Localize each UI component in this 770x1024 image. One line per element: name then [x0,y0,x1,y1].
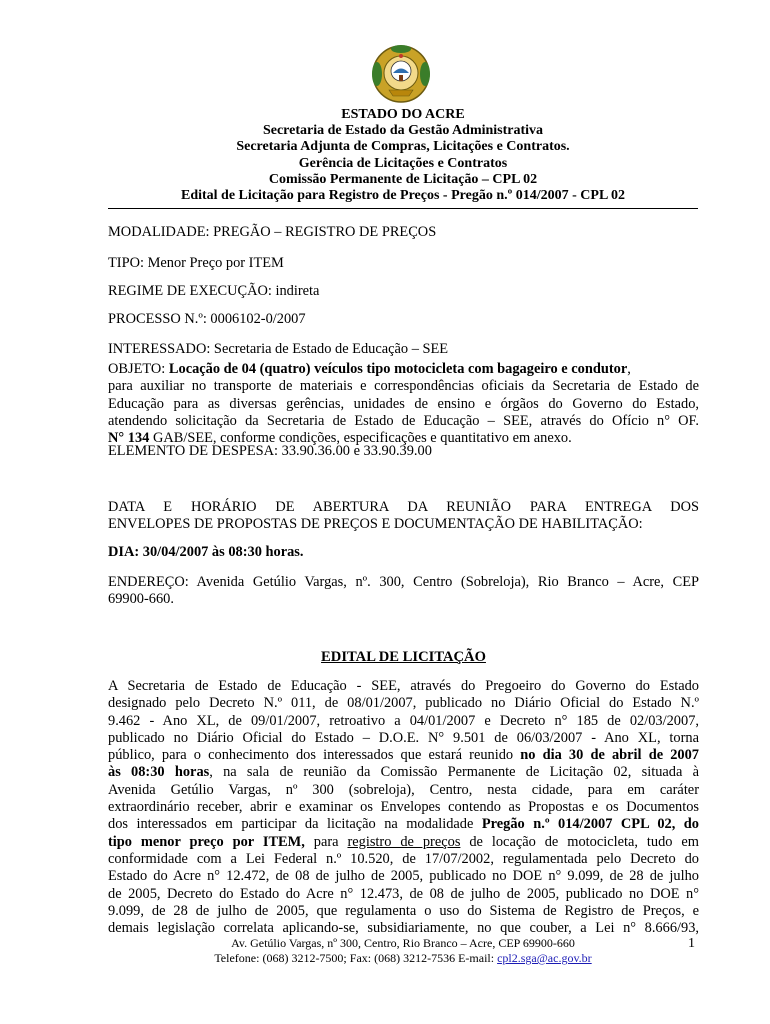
secretariat-name: Secretaria de Estado da Gestão Administrativa [262,123,544,139]
page-footer [108,936,698,966]
state-name: ESTADO DO ACRE [341,107,465,122]
email-link[interactable]: cpl2.sga@ac.gov.br [497,951,592,965]
tipo-field: TIPO: Menor Preço por ITEM [108,255,284,271]
objeto-paragraph [108,361,699,447]
edital-body: A Secretaria de Estado de Educação - SEE, através do Pregoeiro do Governo do Estado designado pelo Decreto N.º 011, de 08/01/2007, publicado no Diário Oficial do Estado N.º 9.462 - Ano XL, de 09/01/2007, retroativo a 04/01/2007 e Decreto n° 185 de 02/03/2007, publicado no Diário Oficial do Estado – D.O.E. N° 9.501 de 06/03/2007 - Ano XL, torna público, para o conhecimento dos interessados que estará reunido no dia 30 de abril de 2007 às 08:30 horas, na sala de reunião da Comissão Permanente de Licitação 02, situada à Avenida Getúlio Vargas, nº 300 (sobreloja), Centro, nesta cidade, para em caráter extraordinário receber, abrir e examinar os Envelopes contendo as Propostas e os Documentos dos interessados em participar da licitação na modalidade Pregão n.º 014/2007 CPL 02, do tipo menor preço por ITEM, para registro de preços de locação de motocicleta, tudo em conformidade com a Lei Federal n.º 10.520, de 17/07/2002, regulamentada pelo Decreto do Estado do Acre n° 12.472, de 08 de julho de 2005, publicado no DOE n° 9.099, de 28 de julho de 2005, Decreto do Estado do Acre n° 12.473, de 08 de julho de 2005, publicado no DOE n° 9.099, de 28 de julho de 2005, que regulamenta o uso do Sistema de Registro de Preços, e demais legislação correlata aplicando-se, subsidiariamente, no que couber, a Lei n° 8.666/93, [108,678,700,937]
edital-title: EDITAL DE LICITAÇÃO [321,649,486,665]
objeto-line: atendendo solicitação da Secretaria de Estado de Educação – SEE, através do Ofício n° OF. [108,412,699,429]
modalidade-field: MODALIDADE: PREGÃO – REGISTRO DE PREÇOS [108,224,437,240]
dia-field: DIA: 30/04/2007 às 08:30 horas. [108,544,304,560]
processo-field: PROCESSO N.º: 0006102-0/2007 [108,311,306,327]
footer-address: Av. Getúlio Vargas, nº 300, Centro, Rio Branco – Acre, CEP 69900-660 [231,936,575,950]
header-divider [108,208,698,209]
objeto-line: N° 134 GAB/SEE, conforme condições, especificações e quantitativo em anexo. [108,430,572,447]
objeto-line: para auxiliar no transporte de materiais e correspondências oficiais da Secretaria de Estado de [108,378,699,395]
coat-of-arms-icon [369,42,433,106]
footer-contacts: Telefone: (068) 3212-7500; Fax: (068) 3212-7536 E-mail: cpl2.sga@ac.gov.br [214,951,592,965]
commission-name: Comissão Permanente de Licitação – CPL 02 [268,171,538,187]
regime-field: REGIME DE EXECUÇÃO: indireta [108,283,320,299]
objeto-line: Educação para as diversas gerências, unidades de ensino e órgãos do Governo do Estado, [108,395,699,412]
document-header [108,107,698,204]
interessado-field: INTERESSADO: Secretaria de Estado de Educação – SEE [108,341,449,357]
elemento-field: ELEMENTO DE DESPESA: 33.90.36.00 e 33.90.39.00 [108,443,432,459]
page-number: 1 [688,936,695,951]
adjunct-secretariat: Secretaria Adjunta de Compras, Licitações e Contratos. [236,139,570,155]
endereco-paragraph: ENDEREÇO: Avenida Getúlio Vargas, nº. 300, Centro (Sobreloja), Rio Branco – Acre, CEP 69900-660. [108,574,699,608]
document-title: Edital de Licitação para Registro de Preços - Pregão n.º 014/2007 - CPL 02 [180,188,626,204]
management-name: Gerência de Licitações e Contratos [298,155,508,171]
objeto-line: OBJETO: Locação de 04 (quatro) veículos tipo motocicleta com bagageiro e condutor, [108,361,631,377]
data-horario-paragraph: DATA E HORÁRIO DE ABERTURA DA REUNIÃO PARA ENTREGA DOS ENVELOPES DE PROPOSTAS DE PREÇOS E DOCUMENTAÇÃO DE HABILITAÇÃO: [108,499,699,533]
